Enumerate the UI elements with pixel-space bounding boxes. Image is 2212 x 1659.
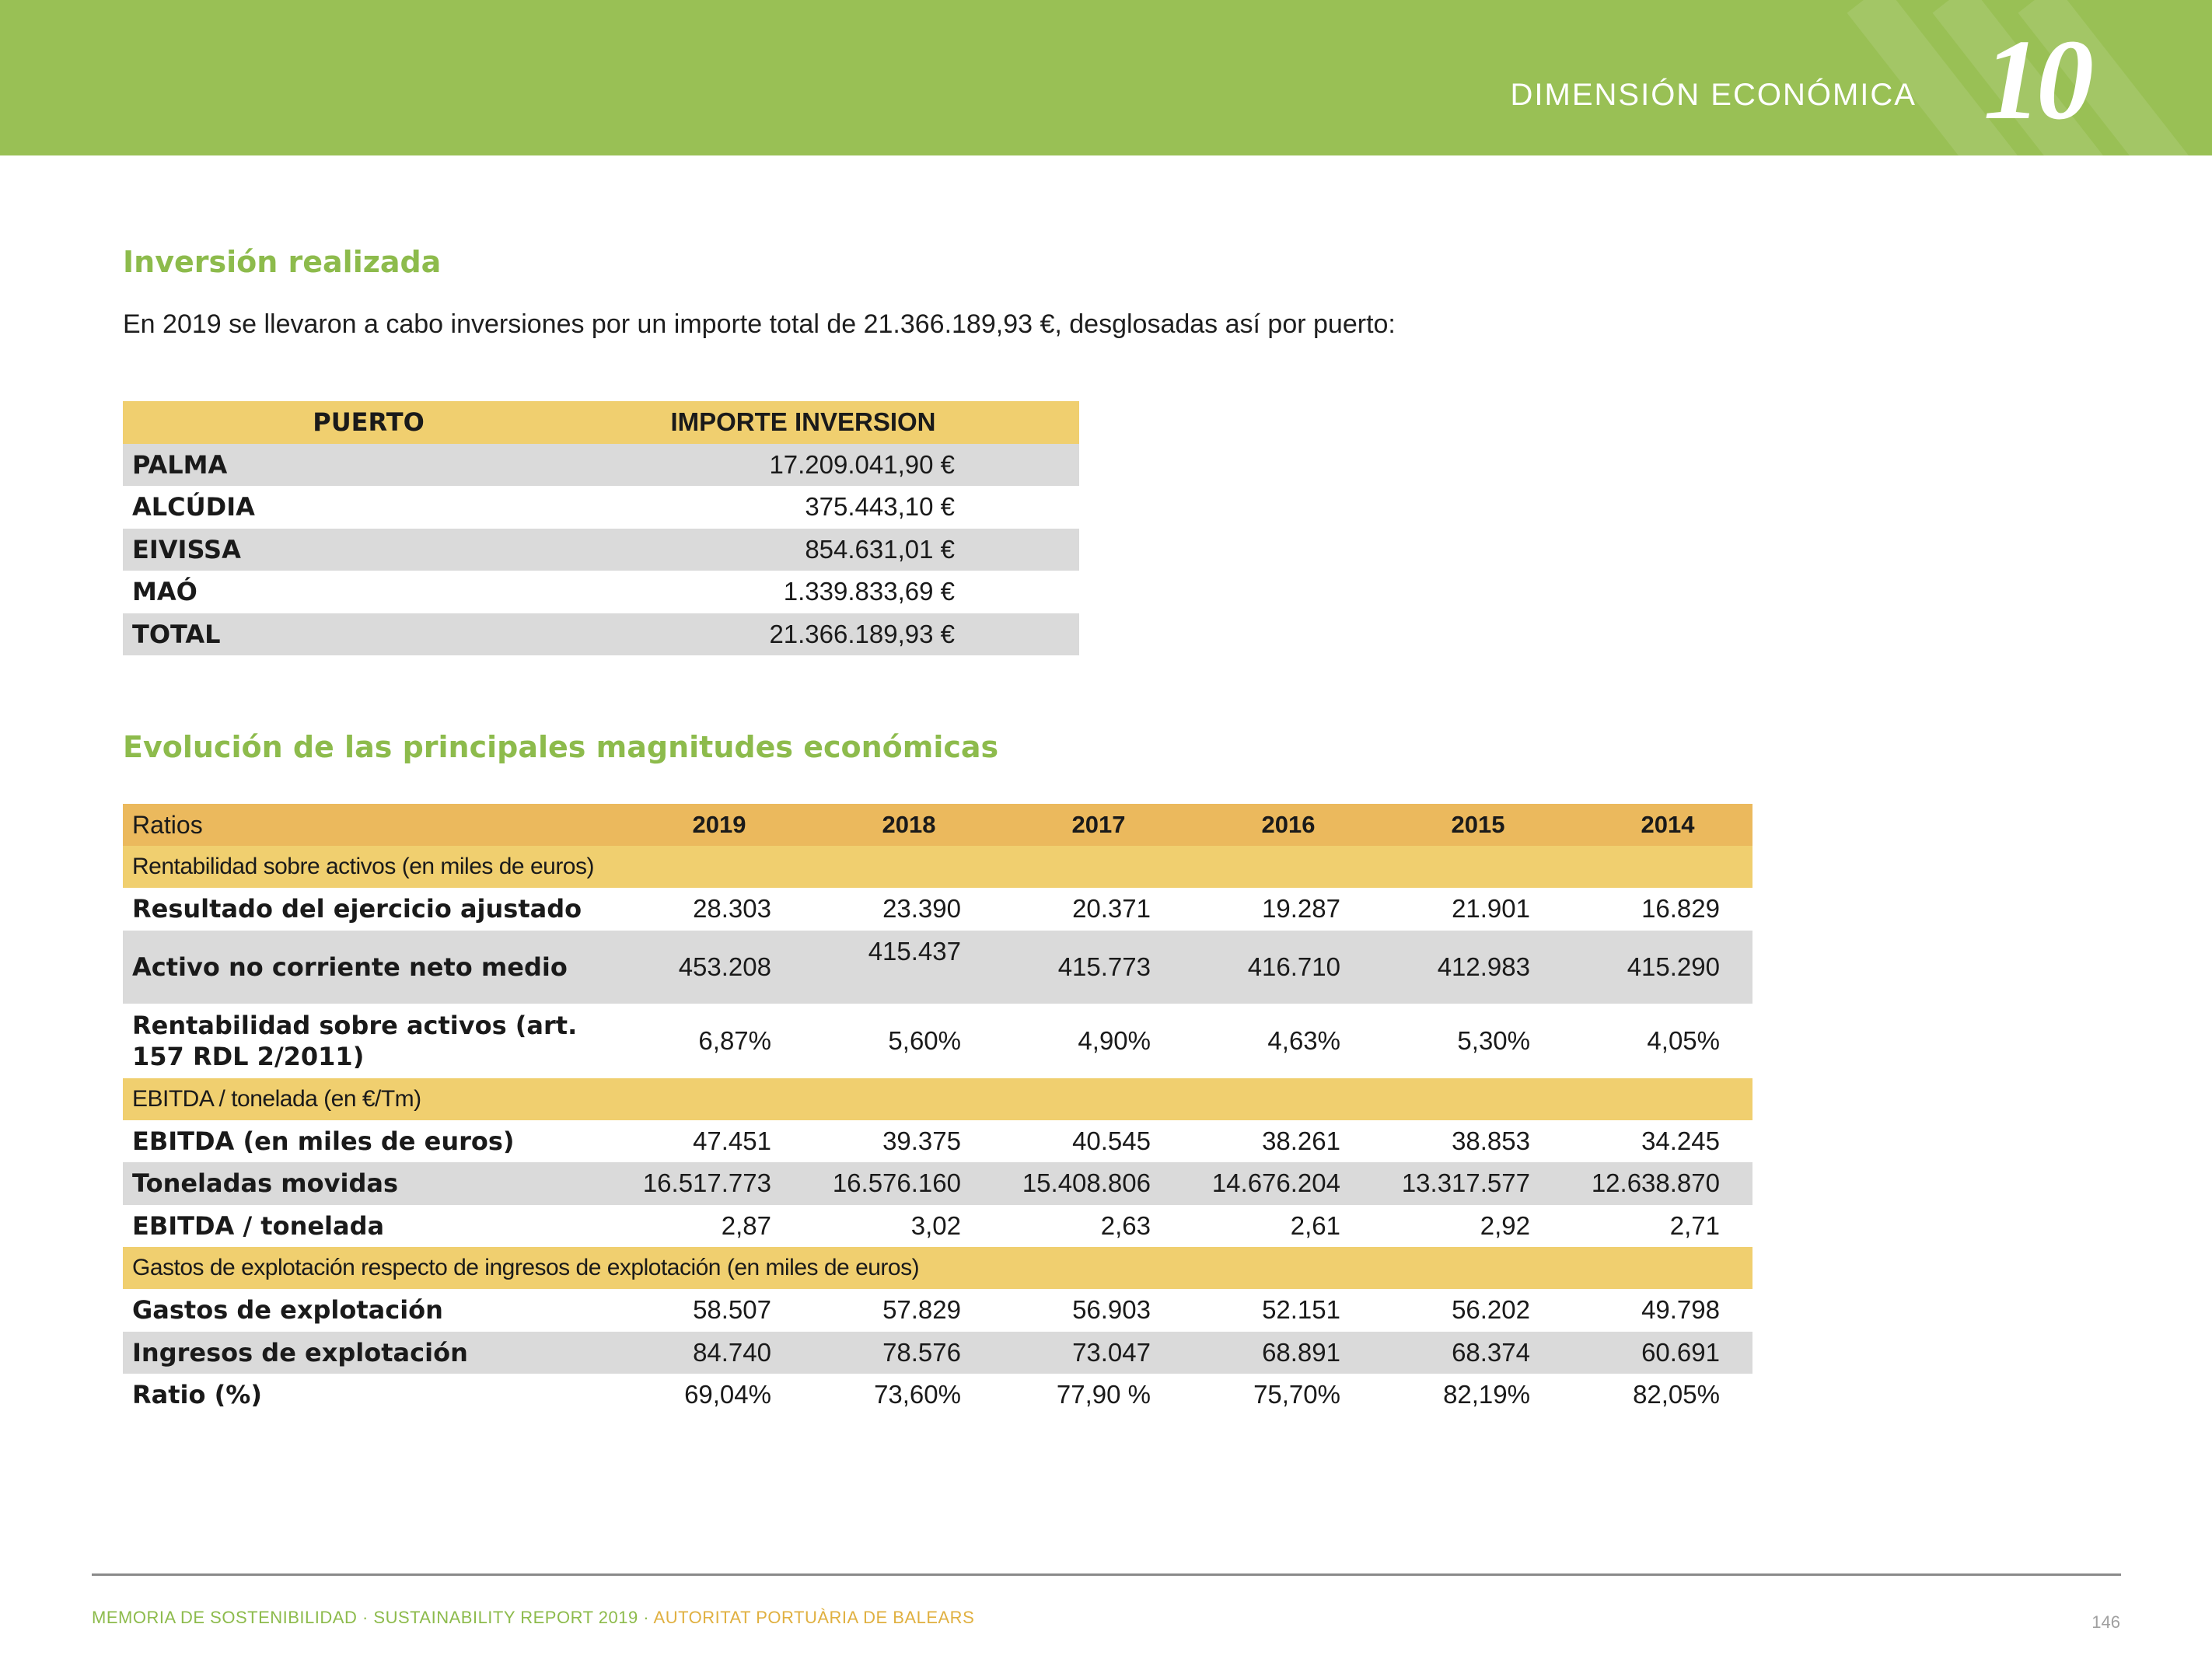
cell-value: 38.853 (1452, 1126, 1530, 1155)
footer-report-title: MEMORIA DE SOSTENIBILIDAD · SUSTAINABILITY REPORT 2019 · (92, 1608, 654, 1627)
cell-value: 2,63 (1100, 1210, 1151, 1240)
cell-value: 84.740 (693, 1337, 771, 1367)
cell-value: 73,60% (874, 1380, 961, 1409)
cell-value: 16.576.160 (832, 1168, 961, 1198)
cell-value: 68.891 (1262, 1337, 1340, 1367)
cell-value: 415.290 (1627, 952, 1720, 981)
cell-value: 13.317.577 (1401, 1168, 1530, 1198)
section-title: DIMENSIÓN ECONÓMICA (1510, 78, 1917, 112)
cell-value: 12.638.870 (1591, 1168, 1720, 1198)
section-row (123, 1247, 1752, 1289)
cell-value: 78.576 (882, 1337, 961, 1367)
investment-amount: 17.209.041,90 € (769, 449, 955, 479)
cell-value: 40.545 (1072, 1126, 1151, 1155)
table-row (123, 1332, 1752, 1374)
section-row (123, 1078, 1752, 1120)
table-row (123, 444, 1079, 487)
investment-table (123, 401, 1079, 655)
cell-value: 69,04% (684, 1380, 771, 1409)
cell-value: 2,87 (721, 1210, 771, 1240)
cell-value: 6,87% (698, 1025, 771, 1055)
cell-value: 34.245 (1641, 1126, 1720, 1155)
cell-value: 60.691 (1641, 1337, 1720, 1367)
economics-heading: Evolución de las principales magnitudes económicas (123, 730, 999, 764)
section-row (123, 846, 1752, 888)
column-header: 2018 (882, 811, 936, 838)
column-header: 2014 (1641, 811, 1695, 838)
cell-value: 75,70% (1253, 1380, 1340, 1409)
table-row (123, 1120, 1752, 1163)
cell-value: 2,71 (1669, 1210, 1720, 1240)
row-label: Gastos de explotación (132, 1295, 443, 1325)
investment-amount: 1.339.833,69 € (783, 577, 955, 606)
table-row (123, 931, 1752, 1004)
cell-value: 23.390 (882, 894, 961, 924)
investment-intro: En 2019 se llevaron a cabo inversiones por un importe total de 21.366.189,93 €, desglosadas así por puerto: (123, 309, 1396, 339)
footer-text (92, 1608, 974, 1628)
cell-value: 38.261 (1262, 1126, 1340, 1155)
cell-value: 415.437 (868, 936, 961, 966)
column-header: PUERTO (313, 407, 425, 438)
cell-value: 82,19% (1443, 1380, 1530, 1409)
cell-value: 415.773 (1057, 952, 1151, 981)
table-row (123, 529, 1079, 571)
cell-value: 58.507 (693, 1295, 771, 1325)
port-name: MAÓ (132, 577, 197, 607)
port-name: PALMA (132, 449, 228, 480)
investment-amount: 854.631,01 € (805, 534, 955, 564)
cell-value: 19.287 (1262, 894, 1340, 924)
cell-value: 2,92 (1480, 1210, 1530, 1240)
cell-value: 453.208 (678, 952, 771, 981)
cell-value: 15.408.806 (1022, 1168, 1151, 1198)
row-label: EBITDA / tonelada (132, 1210, 385, 1241)
footer-divider (92, 1573, 2121, 1576)
column-header: 2017 (1071, 811, 1126, 838)
cell-value: 16.517.773 (642, 1168, 771, 1198)
cell-value: 20.371 (1072, 894, 1151, 924)
cell-value: 39.375 (882, 1126, 961, 1155)
cell-value: 52.151 (1262, 1295, 1340, 1325)
footer-organization: AUTORITAT PORTUÀRIA DE BALEARS (653, 1608, 975, 1627)
cell-value: 4,05% (1647, 1025, 1720, 1055)
column-header: 2019 (692, 811, 746, 838)
table-total-row (123, 613, 1079, 656)
section-label: Gastos de explotación respecto de ingresos de explotación (en miles de euros) (132, 1255, 920, 1280)
row-label: Toneladas movidas (132, 1168, 398, 1199)
economics-table (123, 804, 1752, 1416)
column-header: 2016 (1261, 811, 1316, 838)
cell-value: 82,05% (1633, 1380, 1720, 1409)
cell-value: 47.451 (693, 1126, 771, 1155)
cell-value: 412.983 (1437, 952, 1530, 981)
cell-value: 56.202 (1452, 1295, 1530, 1325)
cell-value: 16.829 (1641, 894, 1720, 924)
port-name: ALCÚDIA (132, 492, 255, 522)
table-row (123, 571, 1079, 613)
row-label: Resultado del ejercicio ajustado (132, 894, 582, 924)
page-header-band (0, 0, 2212, 155)
row-label: Ingresos de explotación (132, 1337, 468, 1367)
row-label: Rentabilidad sobre activos (art. 157 RDL 2/2011) (132, 1010, 578, 1071)
investment-heading: Inversión realizada (123, 245, 442, 279)
section-label: Rentabilidad sobre activos (en miles de euros) (132, 854, 594, 879)
table-row (123, 888, 1752, 931)
cell-value: 77,90 % (1056, 1380, 1151, 1409)
page-number: 146 (2091, 1612, 2120, 1632)
cell-value: 68.374 (1452, 1337, 1530, 1367)
cell-value: 5,30% (1457, 1025, 1530, 1055)
cell-value: 49.798 (1641, 1295, 1720, 1325)
section-label: EBITDA / tonelada (en €/Tm) (132, 1085, 421, 1112)
investment-amount: 21.366.189,93 € (769, 619, 955, 648)
row-label: Ratio (%) (132, 1380, 262, 1410)
column-header: Ratios (132, 811, 203, 839)
cell-value: 73.047 (1072, 1337, 1151, 1367)
cell-value: 4,63% (1267, 1025, 1340, 1055)
table-header-row (123, 804, 1752, 846)
cell-value: 28.303 (693, 894, 771, 924)
cell-value: 4,90% (1078, 1025, 1151, 1055)
table-row (123, 486, 1079, 529)
column-header: 2015 (1451, 811, 1505, 838)
cell-value: 3,02 (910, 1210, 961, 1240)
table-header-row (123, 401, 1079, 444)
port-name: TOTAL (132, 619, 221, 649)
row-label: EBITDA (en miles de euros) (132, 1126, 515, 1156)
investment-amount: 375.443,10 € (805, 492, 955, 522)
cell-value: 14.676.204 (1211, 1168, 1340, 1198)
cell-value: 21.901 (1452, 894, 1530, 924)
cell-value: 56.903 (1072, 1295, 1151, 1325)
cell-value: 57.829 (882, 1295, 961, 1325)
cell-value: 2,61 (1290, 1210, 1340, 1240)
table-row (123, 1374, 1752, 1416)
chapter-number: 10 (1983, 16, 2089, 144)
table-row (123, 1162, 1752, 1205)
column-header: IMPORTE INVERSION (670, 407, 936, 437)
cell-value: 416.710 (1247, 952, 1340, 981)
table-row (123, 1004, 1752, 1078)
cell-value: 5,60% (888, 1025, 961, 1055)
table-row (123, 1205, 1752, 1248)
port-name: EIVISSA (132, 534, 241, 564)
row-label: Activo no corriente neto medio (132, 952, 568, 982)
table-row (123, 1289, 1752, 1332)
